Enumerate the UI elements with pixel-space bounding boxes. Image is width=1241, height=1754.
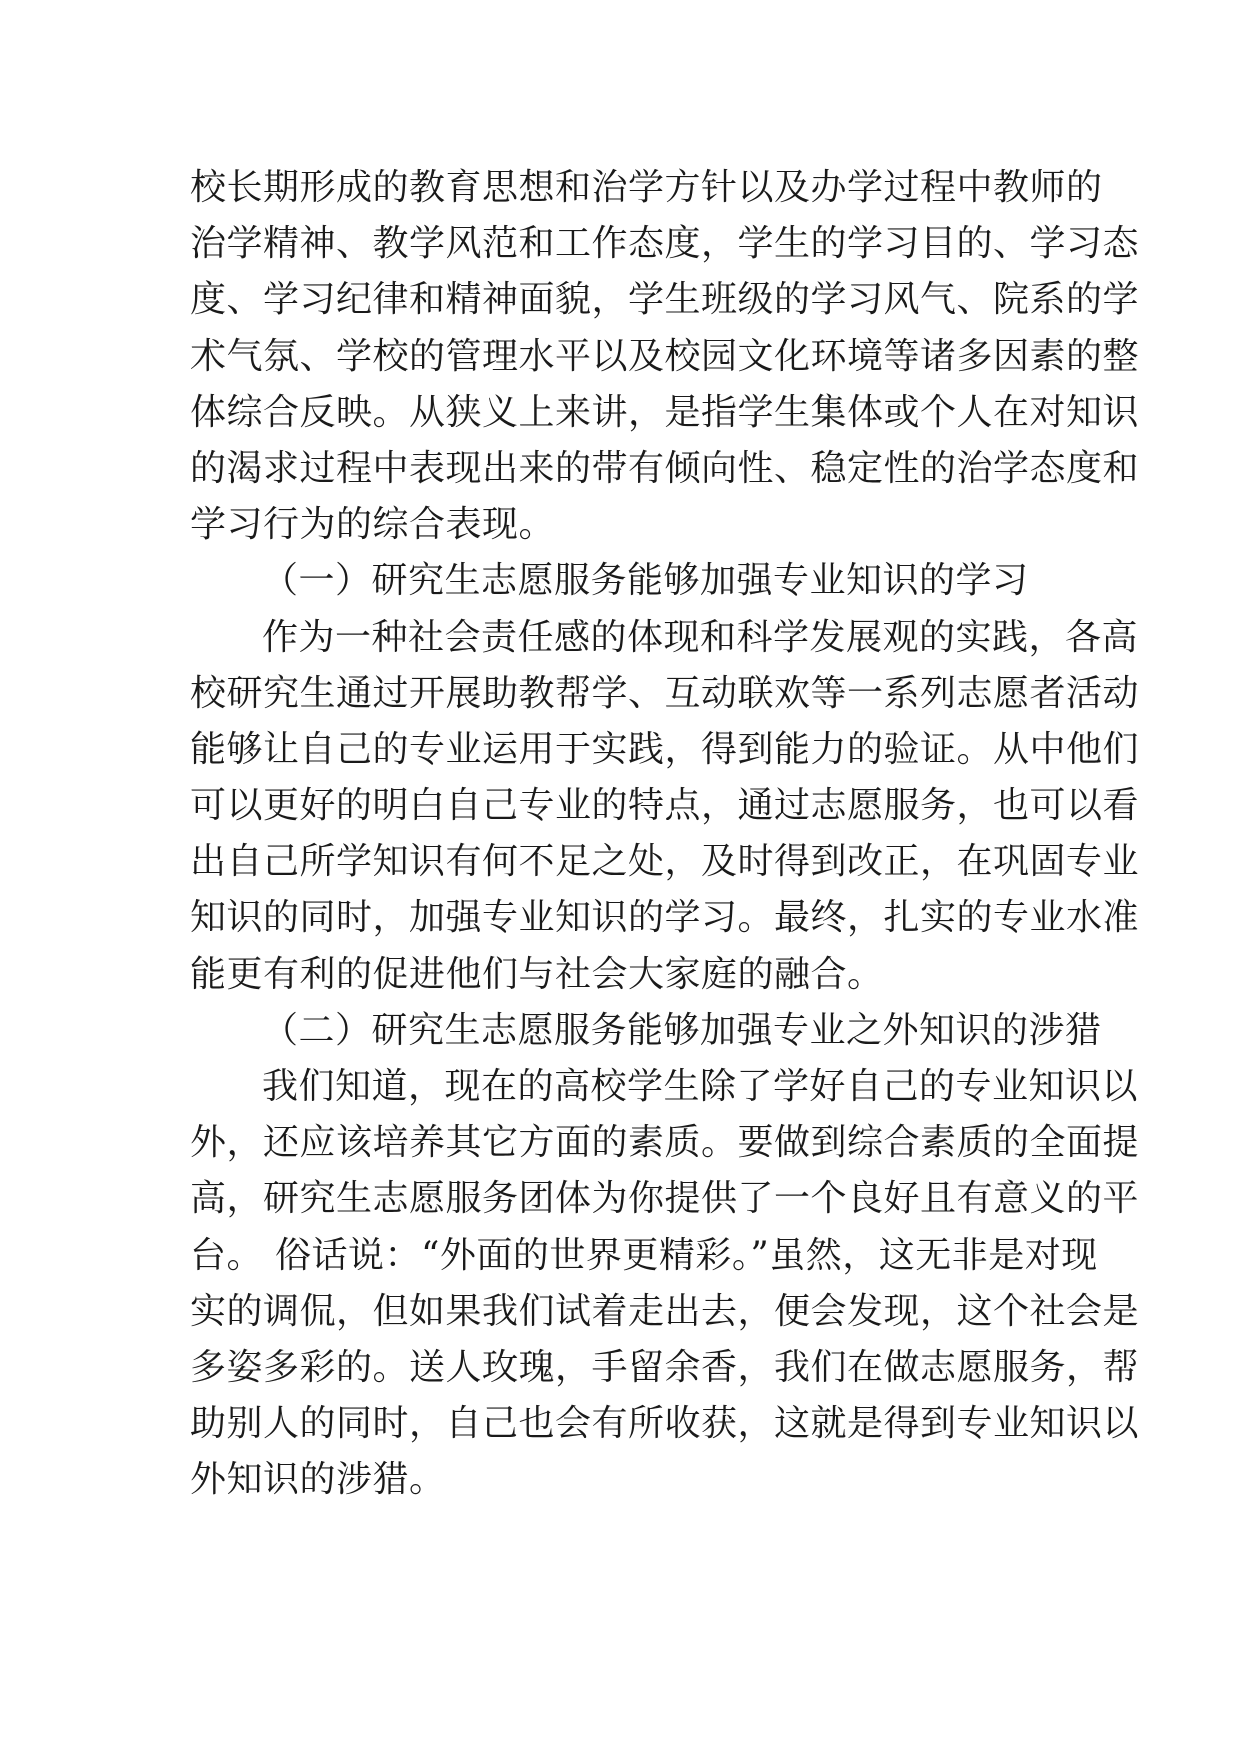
text-line: 实的调侃，但如果我们试着走出去，便会发现，这个社会是 <box>190 1290 1140 1332</box>
text-line: 校研究生通过开展助教帮学、互动联欢等一系列志愿者活动 <box>190 672 1140 714</box>
section-heading-1: （一）研究生志愿服务能够加强专业知识的学习 <box>262 560 1029 602</box>
text-line: 的渴求过程中表现出来的带有倾向性、稳定性的治学态度和 <box>190 447 1140 489</box>
text-line: 度、学习纪律和精神面貌，学生班级的学习风气、院系的学 <box>190 279 1140 321</box>
section-heading-2: （二）研究生志愿服务能够加强专业之外知识的涉猎 <box>262 1009 1102 1051</box>
text-line: 助别人的同时，自己也会有所收获，这就是得到专业知识以 <box>190 1403 1140 1445</box>
document-page <box>190 160 1140 1509</box>
text-line: 出自己所学知识有何不足之处，及时得到改正，在巩固专业 <box>190 841 1140 883</box>
text-line: 校长期形成的教育思想和治学方针以及办学过程中教师的 <box>190 167 1103 208</box>
text-line: 我们知道，现在的高校学生除了学好自己的专业知识以 <box>262 1066 1139 1107</box>
text-line: 治学精神、教学风范和工作态度，学生的学习目的、学习态 <box>190 223 1140 265</box>
text-line: 学习行为的综合表现。 <box>190 504 556 546</box>
text-line: 可以更好的明白自己专业的特点，通过志愿服务，也可以看 <box>190 785 1140 827</box>
text-line: 知识的同时，加强专业知识的学习。最终，扎实的专业水准 <box>190 897 1140 939</box>
text-line: 作为一种社会责任感的体现和科学发展观的实践，各高 <box>262 616 1139 658</box>
paragraph-2 <box>190 610 1140 1003</box>
text-line: 外知识的涉猎。 <box>190 1459 446 1501</box>
text-line: 能够让自己的专业运用于实践，得到能力的验证。从中他们 <box>190 728 1140 770</box>
text-line: 高，研究生志愿服务团体为你提供了一个良好且有意义的平 <box>190 1178 1140 1220</box>
text-line: 多姿多彩的。送人玫瑰，手留余香，我们在做志愿服务，帮 <box>190 1346 1140 1388</box>
paragraph-1 <box>190 160 1140 553</box>
paragraph-3 <box>190 1059 1140 1509</box>
text-line: 术气氛、学校的管理水平以及校园文化环境等诸多因素的整 <box>190 335 1140 377</box>
text-line: 外，还应该培养其它方面的素质。要做到综合素质的全面提 <box>190 1122 1140 1164</box>
text-line: 台。 俗话说：“外面的世界更精彩。”虽然，这无非是对现 <box>190 1234 1098 1276</box>
text-line: 能更有利的促进他们与社会大家庭的融合。 <box>190 953 884 995</box>
text-line: 体综合反映。从狭义上来讲，是指学生集体或个人在对知识 <box>190 391 1140 433</box>
